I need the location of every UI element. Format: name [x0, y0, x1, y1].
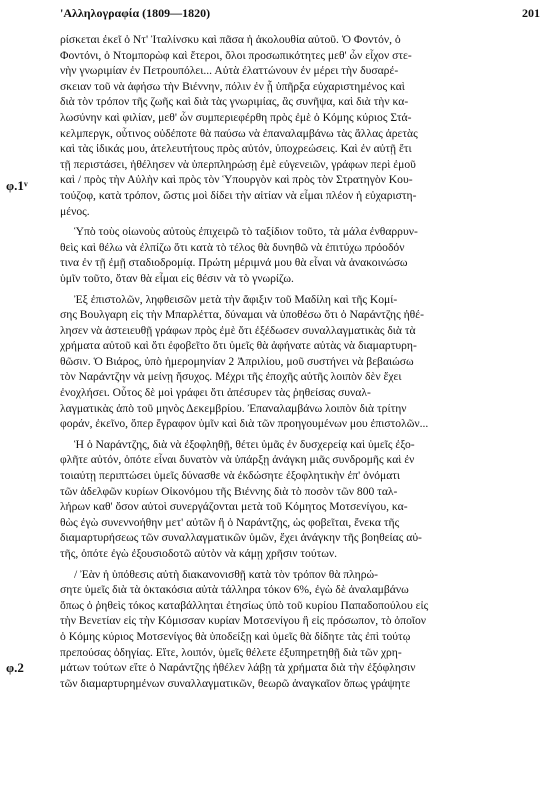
text-line: Ὑπὸ τοὺς οἰωνοὺς αὐτοὺς ἐπιχειρῶ τὸ ταξίδιον τοῦτο, τὰ μάλα ἐνθαρρυν-	[74, 225, 418, 239]
text-line: καὶ τὰς ἰδικάς μου, ἀτελευτήτους πρὸς αὐτόν, ὑποχρεώσεις. Καὶ ἐν αὐτῇ ἔτι	[60, 142, 412, 156]
text-line: τοιαύτῃ περιπτώσει ὑμεῖς δύνασθε νὰ ἐκδώσητε ἐξοφλητικὴν ἐπ' ὀνόματι	[60, 469, 401, 483]
text-line: νὴν γνωριμίαν ἐν Πετρουπόλει... Αὐτὰ ἐλαττώνουν ἐν μέρει τὴν δυσαρέ-	[60, 64, 399, 78]
text-line: διαμαρτυρήσεως τῶν συναλλαγματικῶν ὑμῶν, ἔχει ἀνάγκην τῆς βοηθείας αὐ-	[60, 531, 422, 545]
text-line: ὁ Κόμης κύριος Μοτσενίγος θὰ ὑποδείξῃ καὶ ὑμεῖς θὰ δίδητε τὰς ἐπὶ τούτῳ	[60, 629, 411, 643]
paragraph	[60, 437, 538, 562]
paragraph	[60, 224, 538, 286]
text-line: λήρων καθ' ὅσον αὐτοὶ συνεργάζονται μετὰ τοῦ Κόμητος Μοτσενίγου, κα-	[60, 500, 408, 514]
text-line: φλῆτε αὐτόν, ὁπότε εἶναι δυνατὸν νὰ ὑπάρξῃ ἀνάγκη μιᾶς συνδρομῆς καὶ ἐν	[60, 453, 415, 467]
text-line: Ἡ ὁ Ναράντζης, διὰ νὰ ἐξοφληθῇ, θέτει ὑμᾶς ἐν δυσχερείᾳ καὶ ὑμεῖς ἐξο-	[74, 437, 415, 451]
text-line: σης Βουλγαρη εἰς τὴν Μπαρλέττα, δύναμαι νὰ ὑποθέσω ὅτι ὁ Ναράντζης ἠθέ-	[60, 308, 424, 322]
text-line: τῇ περιστάσει, ἠθέλησεν νὰ ὑπερπληρώσῃ ἐμὲ εὐγενειῶν, γράφων περὶ ἐμοῦ	[60, 157, 416, 171]
text-line: ἐνοχλήσει. Οὗτος δὲ μοὶ γράφει ὅτι ἀπέσυρεν τὰς ῥηθείσας συναλ-	[60, 386, 371, 400]
header-title: 'Αλληλογραφία (1809—1820)	[60, 6, 211, 20]
text-line: τούζοφ, κατὰ τρόπον, ὥστις μοὶ δίδει τὴν αἰτίαν νὰ εἶμαι πλέον ἡ εὐχαριστη-	[60, 188, 417, 202]
text-line: τὴν Βενετίαν εἰς τὴν Κόμισσαν κυρίαν Μοτσενίγου ἢ εἰς πρόσωπον, τὸ ὁποῖον	[60, 614, 427, 628]
text-line: καὶ / πρὸς τὴν Αὐλὴν καὶ πρὸς τὸν Ὑπουργὸν καὶ πρὸς τὸν Στρατηγὸν Κου-	[60, 173, 413, 187]
text-line: ρίσκεται ἐκεῖ ὁ Ντ' Ἰταλίνσκυ καὶ πᾶσα ἡ ἀκολουθία αὐτοῦ. Ὁ Φοντόν, ὁ	[60, 33, 401, 46]
running-header	[60, 6, 540, 24]
margin-note-folio-2: φ.2	[6, 660, 24, 675]
text-line: θῶσιν. Ὁ Βιάρος, ὑπὸ ἡμερομηνίαν 2 Ἀπριλίου, μοῦ συστήνει νὰ βεβαιώσω	[60, 354, 414, 368]
text-line: τινα ἐν τῇ ἐμῇ σταδιοδρομίᾳ. Πρώτη μέριμνά μου θὰ εἶναι νὰ ἀνακοινώσω	[60, 256, 408, 270]
paragraph	[60, 567, 538, 692]
text-line: μάτων τούτων εἴτε ὁ Ναράντζης ἠθέλεν λάβῃ τὰ χρήματα διὰ τὴν ἐξόφλησιν	[60, 661, 416, 675]
text-line: ὅπως ὁ ῥηθεὶς τόκος καταβάλληται ἐτησίως ὑπὸ τοῦ κυρίου Παπαδοπούλου εἰς	[60, 598, 429, 612]
margin-note-folio-1v: φ.1ᵛ	[6, 178, 28, 193]
text-line: Φοντόνι, ὁ Ντομπορὼφ καὶ ἕτεροι, ὅλοι προσωπικότητες μεθ' ὧν εἶχον στε-	[60, 48, 412, 62]
text-line: τὸν Ναράντζην νὰ μείνῃ ἥσυχος. Μέχρι τῆς ἐποχῆς αὐτῆς λοιπὸν δὲν ἔχει	[60, 370, 402, 384]
document-body	[60, 32, 538, 691]
text-line: λαγματικὰς ἀπὸ τοῦ μηνὸς Δεκεμβρίου. Ἐπαναλαμβάνω λοιπὸν διὰ τρίτην	[60, 401, 407, 415]
text-line: / Ἐὰν ἡ ὑπόθεσις αὐτὴ διακανονισθῇ κατὰ τὸν τρόπον θὰ πληρώ-	[74, 567, 379, 581]
text-line: σκειαν τοῦ νὰ ἀφήσω τὴν Βιέννην, πόλιν ἐν ᾗ ὑπῆρξα εὐχαριστημένος καὶ	[60, 79, 405, 93]
text-line: τῶν διαμαρτυρημένων συναλλαγματικῶν, θεωρῶ ἀναγκαῖον ὅπως γράψητε	[60, 676, 411, 690]
text-line: θὼς ἐγὼ συνεννοήθην μετ' αὐτῶν ἢ ὁ Ναράντζης, ὡς φοβεῖται, ἔνεκα τῆς	[60, 515, 400, 529]
paragraph	[60, 292, 538, 432]
paragraph	[60, 32, 538, 219]
text-line: πρεπούσας ὁδηγίας. Εἴτε, λοιπόν, ὑμεῖς θέλετε ἐξυπηρετηθῇ διὰ τῶν χρη-	[60, 645, 402, 659]
text-line: λησεν νὰ ἀστειευθῇ γράφων πρὸς ἐμὲ ὅτι ἐξέδωσεν συναλλαγματικὰς διὰ τὰ	[60, 323, 416, 337]
text-line: θεὶς καὶ θέλω νὰ ἐλπίζω ὅτι κατὰ τὸ τέλος θὰ δυνηθῶ νὰ ἐπιτύχω πρόοδόν	[60, 240, 405, 254]
text-line: λωσύνην καὶ φιλίαν, μεθ' ὧν συμπεριεφέρθη πρὸς ἐμὲ ὁ Κόμης κύριος Στά-	[60, 110, 412, 124]
text-line: Ἐξ ἐπιστολῶν, ληφθεισῶν μετὰ τὴν ἄφιξιν τοῦ Μαδίλη καὶ τῆς Κομί-	[74, 292, 398, 306]
text-line: τῆς, ὁπότε ἐγὼ ἐξουσιοδοτῶ αὐτὸν νὰ κάμῃ χρῆσιν τούτων.	[60, 547, 338, 560]
text-line: μένος.	[60, 204, 90, 218]
text-line: ὑμῖν τοῦτο, ὅταν θὰ εἶμαι εἰς θέσιν νὰ τὸ γνωρίζω.	[60, 271, 294, 285]
text-line: σητε ὑμεῖς διὰ τὰ ὀκτακόσια αὐτὰ τάλληρα τόκον 6%, ἐγὼ δὲ ἀναλαμβάνω	[60, 583, 409, 597]
page-number: 201	[522, 6, 540, 20]
text-line: τῶν ἀδελφῶν κυρίων Οἰκονόμου τῆς Βιέννης διὰ τὸ ποσὸν τῶν 800 ταλ-	[60, 484, 398, 498]
text-line: φοράν, ἐκεῖνο, ὅπερ ἔγραφον ὑμῖν καὶ διὰ τῶν προηγουμένων μου ἐπιστολῶν...	[60, 417, 429, 431]
text-line: κελμπεργκ, οὗτινος οὐδέποτε θὰ παύσω νὰ ἐπαναλαμβάνω τὰς ἄλλας ἀρετὰς	[60, 126, 418, 140]
text-line: χρήματα αὐτοῦ καὶ ὅτι ἐφοβεῖτο ὅτι ὑμεῖς θὰ ἀφήνατε αὐτὰς νὰ διαμαρτυρη-	[60, 339, 417, 353]
text-line: διὰ τὸν τρόπον τῆς ζωῆς καὶ διὰ τὰς γνωριμίας, ἃς συνῆψα, καὶ διὰ τὴν κα-	[60, 95, 409, 109]
